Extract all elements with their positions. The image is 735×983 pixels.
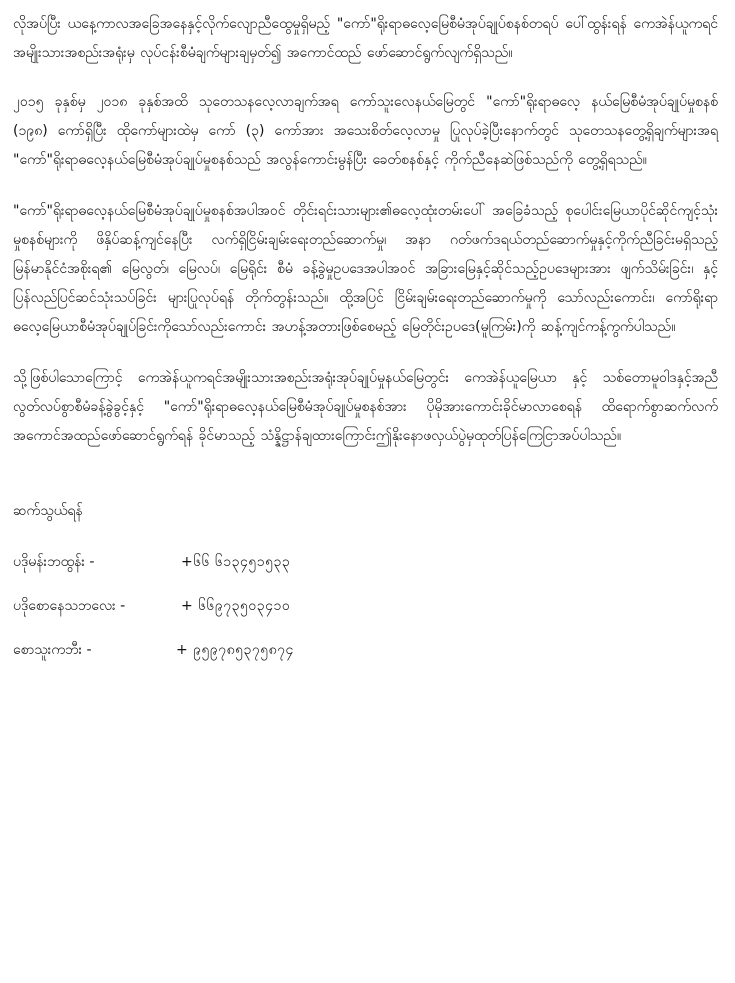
contact-phone: +၆၆ ၆၁၃၄၅၁၅၃၃ [181,554,291,570]
contact-entry [13,636,718,665]
paragraph-conclusion: သို့ဖြစ်ပါသောကြောင့် ကေအဲန်ယူကရင်အမျိုးသားအစည်းအရုံးအုပ်ချုပ်မှုနယ်မြေတွင်း ကေအဲန်ယူမြေယာ နှင့် သစ်တောမူဝါဒနှင့်အညီ လွတ်လပ်စွာစီမံခန့်ခွဲခွင့်နှင့် "ကော်"ရိုးရာဓလေ့နယ်မြေစီမံအုပ်ချုပ်မှုစနစ်အား ပိုမိုအားကောင်းခိုင်မာလာစေရန် ထိရောက်စွာဆက်လက်အကောင်အထည်ဖော်ဆောင်ရွက်ရန် ခိုင်မာသည့် သံန္နိဋ္ဌာန်ချထားကြောင်းဤနိုးနောဖလှယ်ပွဲမှထုတ်ပြန်ကြေငြာအပ်ပါသည်။ [13,370,718,444]
contact-phone: + ၆၆၉၇၃၅၀၃၄၁၀ [181,598,291,614]
contact-section [13,497,718,665]
contact-name: စောသူးကဘီး - [13,642,92,658]
contact-name: ပဒိုစောနေသဘလေး - [13,598,126,614]
paragraph-research: ၂၀၁၅ ခုနှစ်မှ ၂၀၁၈ ခုနှစ်အထိ သုတေသနလေ့လာချက်အရ ကော်သူးလေနယ်မြေတွင် "ကော်"ရိုးရာဓလေ့ နယ်မြေစီမံအုပ်ချုပ်မှုစနစ် (၁၉၈) ကော်ရှိပြီး ထိုကော်များထဲမှ ကော် (၃) ကော်အား အသေးစိတ်လေ့လာမှု ပြုလုပ်ခဲ့ပြီးနောက်တွင် သုတေသနတွေ့ရှိချက်များအရ "ကော်"ရိုးရာဓလေ့နယ်မြေစီမံအုပ်ချုပ်မှုစနစ်သည် အလွန်ကောင်းမွန်ပြီး ခေတ်စနစ်နှင့် ကိုက်ညီနေဆဲဖြစ်သည်ကို တွေ့ရှိရသည်။ [13,94,718,168]
contact-entry [13,548,718,577]
contact-name: ပဒိုမန်းဘထွန်း - [13,554,95,570]
paragraph-intro: လိုအပ်ပြီး ယနေ့ကာလအခြေအနေနှင့်လိုက်လျောညီထွေမှုရှိမည့် "ကော်"ရိုးရာဓလေ့မြေစီမံအုပ်ချုပ်စနစ်တရပ် ပေါ်ထွန်းရန် ကေအဲန်ယူကရင်အမျိုးသားအစည်းအရုံးမှ လုပ်ငန်းစီမံချက်များချမှတ်၍ အကောင်ထည် ဖော်ဆောင်ရွက်လျက်ရှိသည်။ [13,16,718,61]
contact-heading: ဆက်သွယ်ရန် [13,503,83,519]
contact-entry [13,592,718,621]
paragraph-laws: "ကော်"ရိုးရာဓလေ့နယ်မြေစီမံအုပ်ချုပ်မှုစနစ်အပါအဝင် တိုင်းရင်းသားများ၏ဓလေ့ထုံးတမ်းပေါ် အခြေခံသည့် စုပေါင်းမြေယာပိုင်ဆိုင်ကျင့်သုံးမှုစနစ်များကို ဖိနှိပ်ဆန့်ကျင်နေပြီး လက်ရှိငြိမ်းချမ်းရေးတည်ဆောက်မှု၊ အနာ ဂတ်ဖက်ဒရယ်တည်ဆောက်မှုနှင့်ကိုက်ညီခြင်းမရှိသည့် မြန်မာနိုင်ငံအစိုးရ၏ မြေလွတ်၊ မြေလပ်၊ မြေရိုင်း စီမံ ခန့်ခွဲမှုဥပဒေအပါအဝင် အခြားမြေနှင့်ဆိုင်သည့်ဥပဒေများအား ဖျက်သိမ်းခြင်း၊ နှင့်ပြန်လည်ပြင်ဆင်သုံးသပ်ခြင်း များပြုလုပ်ရန် တိုက်တွန်းသည်။ ထို့အပြင် ငြိမ်းချမ်းရေးတည်ဆောက်မှုကို သော်လည်းကောင်း၊ ကော်ရိုးရာ ဓလေ့မြေယာစီမံအုပ်ချုပ်ခြင်းကိုသော်လည်းကောင်း အဟန့်အတားဖြစ်စေမည့် မြေတိုင်းဥပဒေ(မူကြမ်း)ကို ဆန့်ကျင်ကန့်ကွက်ပါသည်။ [13,203,718,335]
contact-phone: + ၉၅၉၇၈၅၃၇၅၈၇၄ [176,642,294,658]
